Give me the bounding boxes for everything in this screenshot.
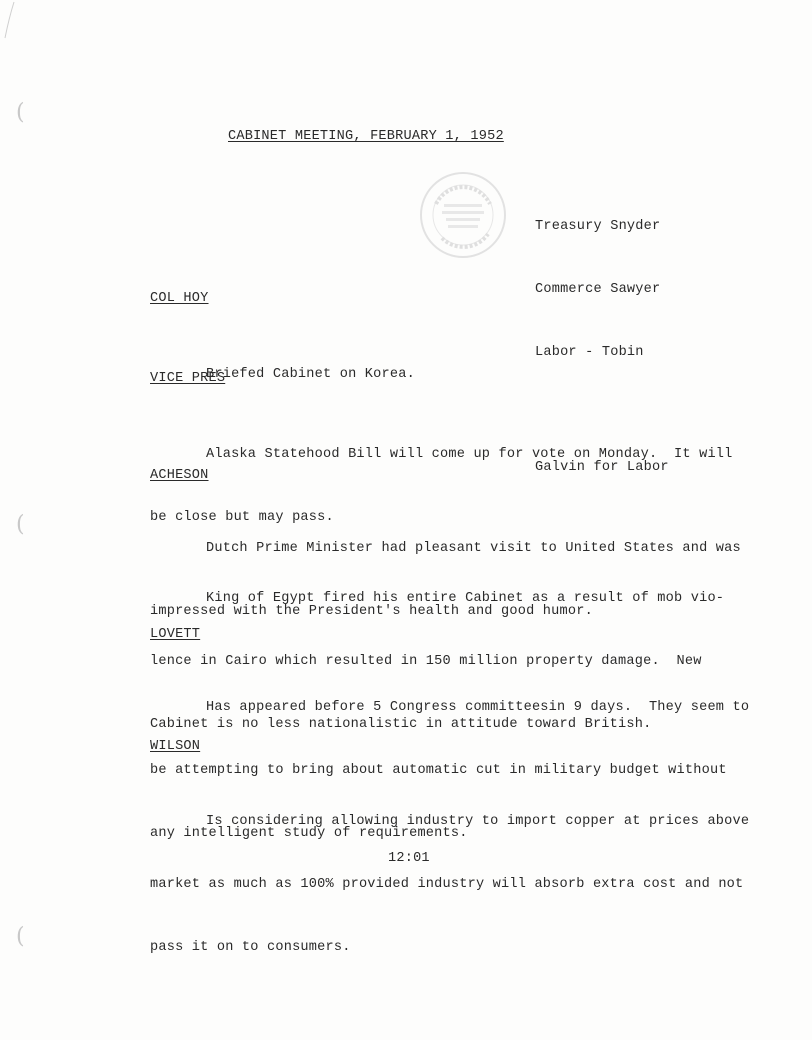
- punch-hole-mark-middle: (: [16, 512, 25, 537]
- paragraph-line: any intelligent study of requirements.: [150, 826, 468, 841]
- paragraph-line: King of Egypt fired his entire Cabinet as a result of mob vio-: [206, 591, 725, 606]
- section-heading-vice-pres: VICE PRES: [150, 371, 226, 386]
- paragraph-line: be attempting to bring about automatic cut in military budget without: [150, 763, 727, 778]
- paragraph-line: impressed with the President's health and good humor.: [150, 604, 593, 619]
- archives-stamp: [420, 172, 506, 258]
- page-footer-code: 12:01: [388, 851, 430, 866]
- section-heading-col-hoy: COL HOY: [150, 291, 209, 306]
- paragraph-line: pass it on to consumers.: [150, 940, 351, 955]
- attendee-labor: Labor - Tobin: [535, 345, 644, 360]
- attendee-note: Galvin for Labor: [535, 460, 669, 475]
- section-heading-lovett: LOVETT: [150, 627, 201, 642]
- paragraph-line: lence in Cairo which resulted in 150 million property damage. New: [150, 654, 702, 669]
- section-heading-acheson: ACHESON: [150, 468, 209, 483]
- attendee-treasury: Treasury Snyder: [535, 219, 661, 234]
- paragraph-line: Is considering allowing industry to import copper at prices above: [206, 814, 750, 829]
- edge-scratch-mark: [2, 0, 16, 40]
- section-paragraph-wilson: [150, 769, 749, 1000]
- attendee-commerce: Commerce Sawyer: [535, 282, 661, 297]
- paragraph-line: Cabinet is no less nationalistic in attitude toward British.: [150, 717, 652, 732]
- punch-hole-mark-bottom: (: [16, 924, 25, 949]
- paragraph-line: market as much as 100% provided industry will absorb extra cost and not: [150, 877, 744, 892]
- paragraph-line: Dutch Prime Minister had pleasant visit to United States and was: [206, 541, 741, 556]
- section-heading-wilson: WILSON: [150, 739, 201, 754]
- paragraph-line: Alaska Statehood Bill will come up for vote on Monday. It will: [206, 447, 733, 462]
- punch-hole-mark-top: (: [16, 100, 25, 125]
- paragraph-line: Briefed Cabinet on Korea.: [206, 367, 415, 382]
- document-title: CABINET MEETING, FEBRUARY 1, 1952: [228, 129, 504, 144]
- paragraph-line: Has appeared before 5 Congress committeesin 9 days. They seem to: [206, 700, 750, 715]
- paragraph-line: be close but may pass.: [150, 510, 334, 525]
